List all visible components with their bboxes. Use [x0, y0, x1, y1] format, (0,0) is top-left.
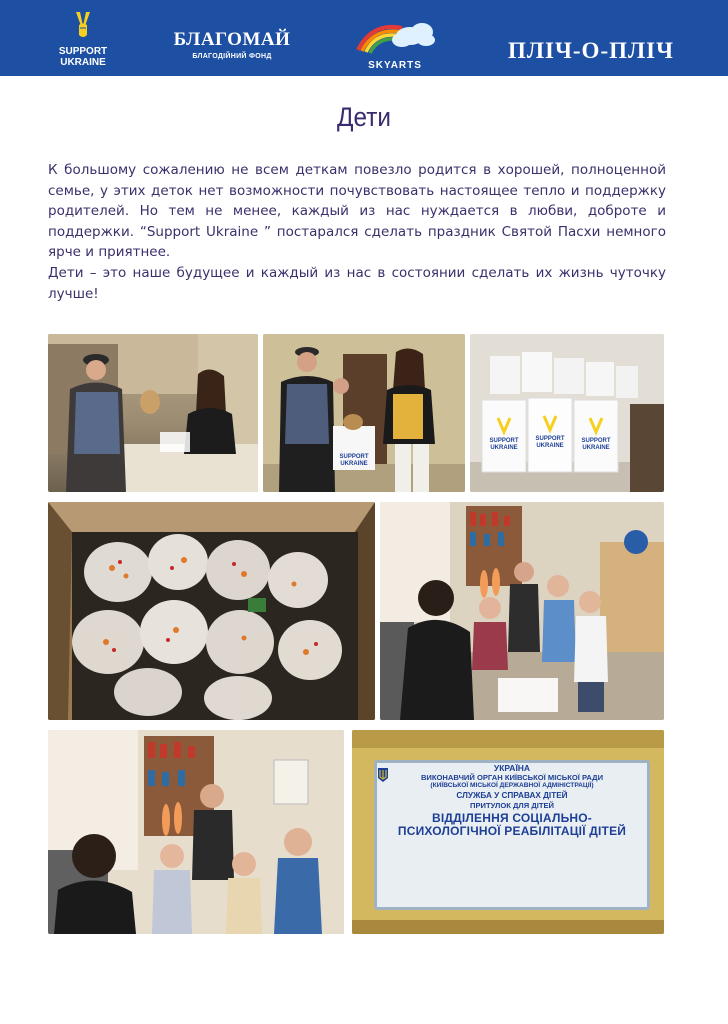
skyarts-text: SKYARTS — [368, 60, 422, 71]
sign-org-line1: ВИКОНАВЧИЙ ОРГАН КИЇВСЬКОЇ МІСЬКОЇ РАДИ — [420, 773, 604, 782]
sign-shelter: ПРИТУЛОК ДЛЯ ДІТЕЙ — [469, 801, 555, 810]
sign-plate — [374, 760, 650, 910]
blagomai-subtitle: БЛАГОДІЙНИЙ ФОНД — [192, 53, 272, 60]
photo-man-woman-bread — [48, 334, 258, 492]
blagomai-logo — [172, 30, 292, 61]
rainbow-cloud-icon — [352, 18, 438, 54]
sign-org-line2: (КИЇВСЬКОЇ МІСЬКОЇ ДЕРЖАВНОЇ АДМІНІСТРАЦІЇ) — [430, 782, 594, 789]
paragraph-1: К большому сожалению не всем деткам повезло родится в хорошей, полноценной семье, у этих деток нет возможности почувствовать настоящее тепло и поддержку родителей. Но тем не менее, каждый из нас нуждается в любви, доброте и поддержки. “Support Ukraine ” постарался сделать праздник Святой Пасхи немного ярче и приятнее. — [48, 162, 666, 261]
photo-box-easter-breads — [48, 502, 375, 720]
sign-department-line2: ПСИХОЛОГІЧНОЇ РЕАБІЛІТАЦІЇ ДІТЕЙ — [397, 824, 627, 838]
photo-shelter-sign — [352, 730, 664, 934]
photo-children-bunny-ears — [380, 502, 664, 720]
sign-department-line1: ВІДДІЛЕННЯ СОЦІАЛЬНО- — [431, 811, 592, 825]
support-ukraine-text: SUPPORT UKRAINE — [58, 46, 108, 68]
photo-children-room — [48, 730, 344, 934]
blagomai-name: БЛАГОМАЙ — [173, 29, 291, 50]
header-banner — [0, 0, 728, 76]
sign-country: УКРАЇНА — [493, 763, 531, 773]
v-hand-icon — [72, 10, 94, 40]
trident-icon — [377, 767, 389, 783]
plich-o-plich-logo: ПЛІЧ-О-ПЛІЧ — [508, 38, 674, 63]
paragraph-2: Дети – это наше будущее и каждый из нас в состоянии сделать их жизнь чуточку лучше! — [48, 264, 666, 302]
bag-label-1: SUPPORT UKRAINE — [489, 438, 519, 451]
photo-gift-bags — [470, 334, 664, 492]
bag-label-3: SUPPORT UKRAINE — [581, 438, 611, 451]
sign-service: СЛУЖБА У СПРАВАХ ДІТЕЙ — [456, 791, 568, 800]
bag-label-text: SUPPORT UKRAINE — [339, 454, 369, 467]
page-title: Дети — [337, 102, 391, 132]
skyarts-logo — [352, 18, 438, 71]
support-ukraine-logo — [52, 10, 114, 68]
photo-gift-handover — [263, 334, 465, 492]
bag-label-2: SUPPORT UKRAINE — [535, 436, 565, 449]
body-text — [48, 160, 666, 304]
